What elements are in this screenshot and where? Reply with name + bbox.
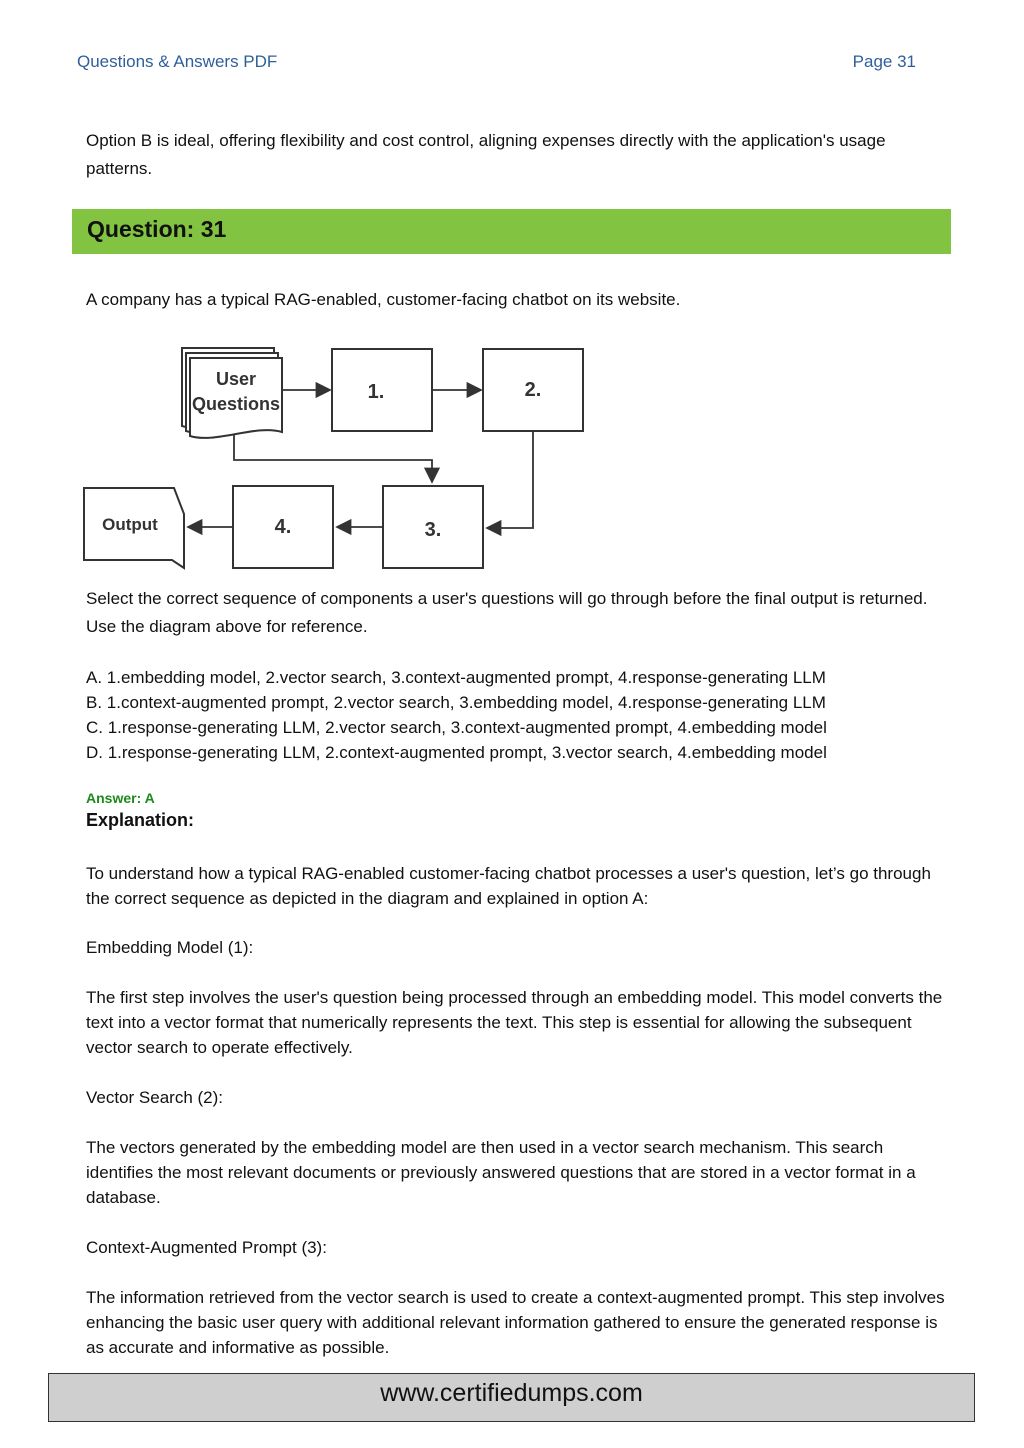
box-1-label: 1.: [367, 381, 385, 403]
explanation-intro: To understand how a typical RAG-enabled customer-facing chatbot processes a user's question, let’s go through the correct sequence as depicted in the diagram and explained in option A:: [86, 864, 931, 908]
question-stem: A company has a typical RAG-enabled, customer-facing chatbot on its website.: [86, 290, 681, 309]
box-4: [233, 486, 333, 568]
footer-url: www.certifiedumps.com: [380, 1379, 643, 1407]
option-a: A. 1.embedding model, 2.vector search, 3.context-augmented prompt, 4.response-generating LLM: [86, 668, 826, 687]
box-2: [483, 349, 583, 431]
header-title: Questions & Answers PDF: [77, 52, 278, 71]
embedding-heading: Embedding Model (1):: [86, 938, 254, 957]
embedding-paragraph: The first step involves the user's question being processed through an embedding model. This model converts the text into a vector format that numerically represents the text. This step is essential for allowing the subsequent vector search to operate effectively.: [86, 988, 943, 1057]
question-bar: [72, 209, 951, 254]
user-questions-node: [182, 348, 282, 438]
rag-flow-diagram: [78, 342, 588, 574]
arrow-2-to-3: [487, 431, 533, 528]
output-node: [84, 488, 184, 568]
box-3: [383, 486, 483, 568]
intro-paragraph: Option B is ideal, offering flexibility and cost control, aligning expenses directly with the application's usage patterns.: [86, 131, 886, 178]
option-b: B. 1.context-augmented prompt, 2.vector search, 3.embedding model, 4.response-generating LLM: [86, 693, 826, 712]
footer-bar: [48, 1373, 975, 1422]
user-questions-label-1: User: [215, 369, 257, 389]
option-c: C. 1.response-generating LLM, 2.vector search, 3.context-augmented prompt, 4.embedding model: [86, 718, 827, 737]
answer-label: Answer: A: [86, 790, 155, 806]
option-d: D. 1.response-generating LLM, 2.context-augmented prompt, 3.vector search, 4.embedding model: [86, 743, 827, 762]
answer-options: [86, 665, 827, 765]
arrow-questions-to-3: [234, 434, 432, 482]
box-3-label: 3.: [424, 519, 442, 541]
page-number: Page 31: [852, 52, 916, 71]
question-prompt: Select the correct sequence of components a user's questions will go through before the final output is returned. Use the diagram above for reference.: [86, 589, 928, 636]
box-2-label: 2.: [524, 379, 542, 401]
user-questions-label-2: Questions: [191, 394, 281, 414]
box-1: [332, 349, 432, 431]
context-prompt-heading: Context-Augmented Prompt (3):: [86, 1238, 327, 1257]
question-heading: Question: 31: [87, 216, 227, 242]
context-prompt-paragraph: The information retrieved from the vector search is used to create a context-augmented prompt. This step involves enhancing the basic user query with additional relevant information gathered to ensure the generated response is as accurate and informative as possible.: [86, 1288, 945, 1357]
box-4-label: 4.: [274, 516, 292, 538]
vector-search-paragraph: The vectors generated by the embedding model are then used in a vector search mechanism. This search identifies the most relevant documents or previously answered questions that are stored in a vector format in a database.: [86, 1138, 916, 1207]
vector-search-heading: Vector Search (2):: [86, 1088, 224, 1107]
explanation-label: Explanation:: [86, 810, 195, 830]
output-label: Output: [102, 515, 158, 534]
